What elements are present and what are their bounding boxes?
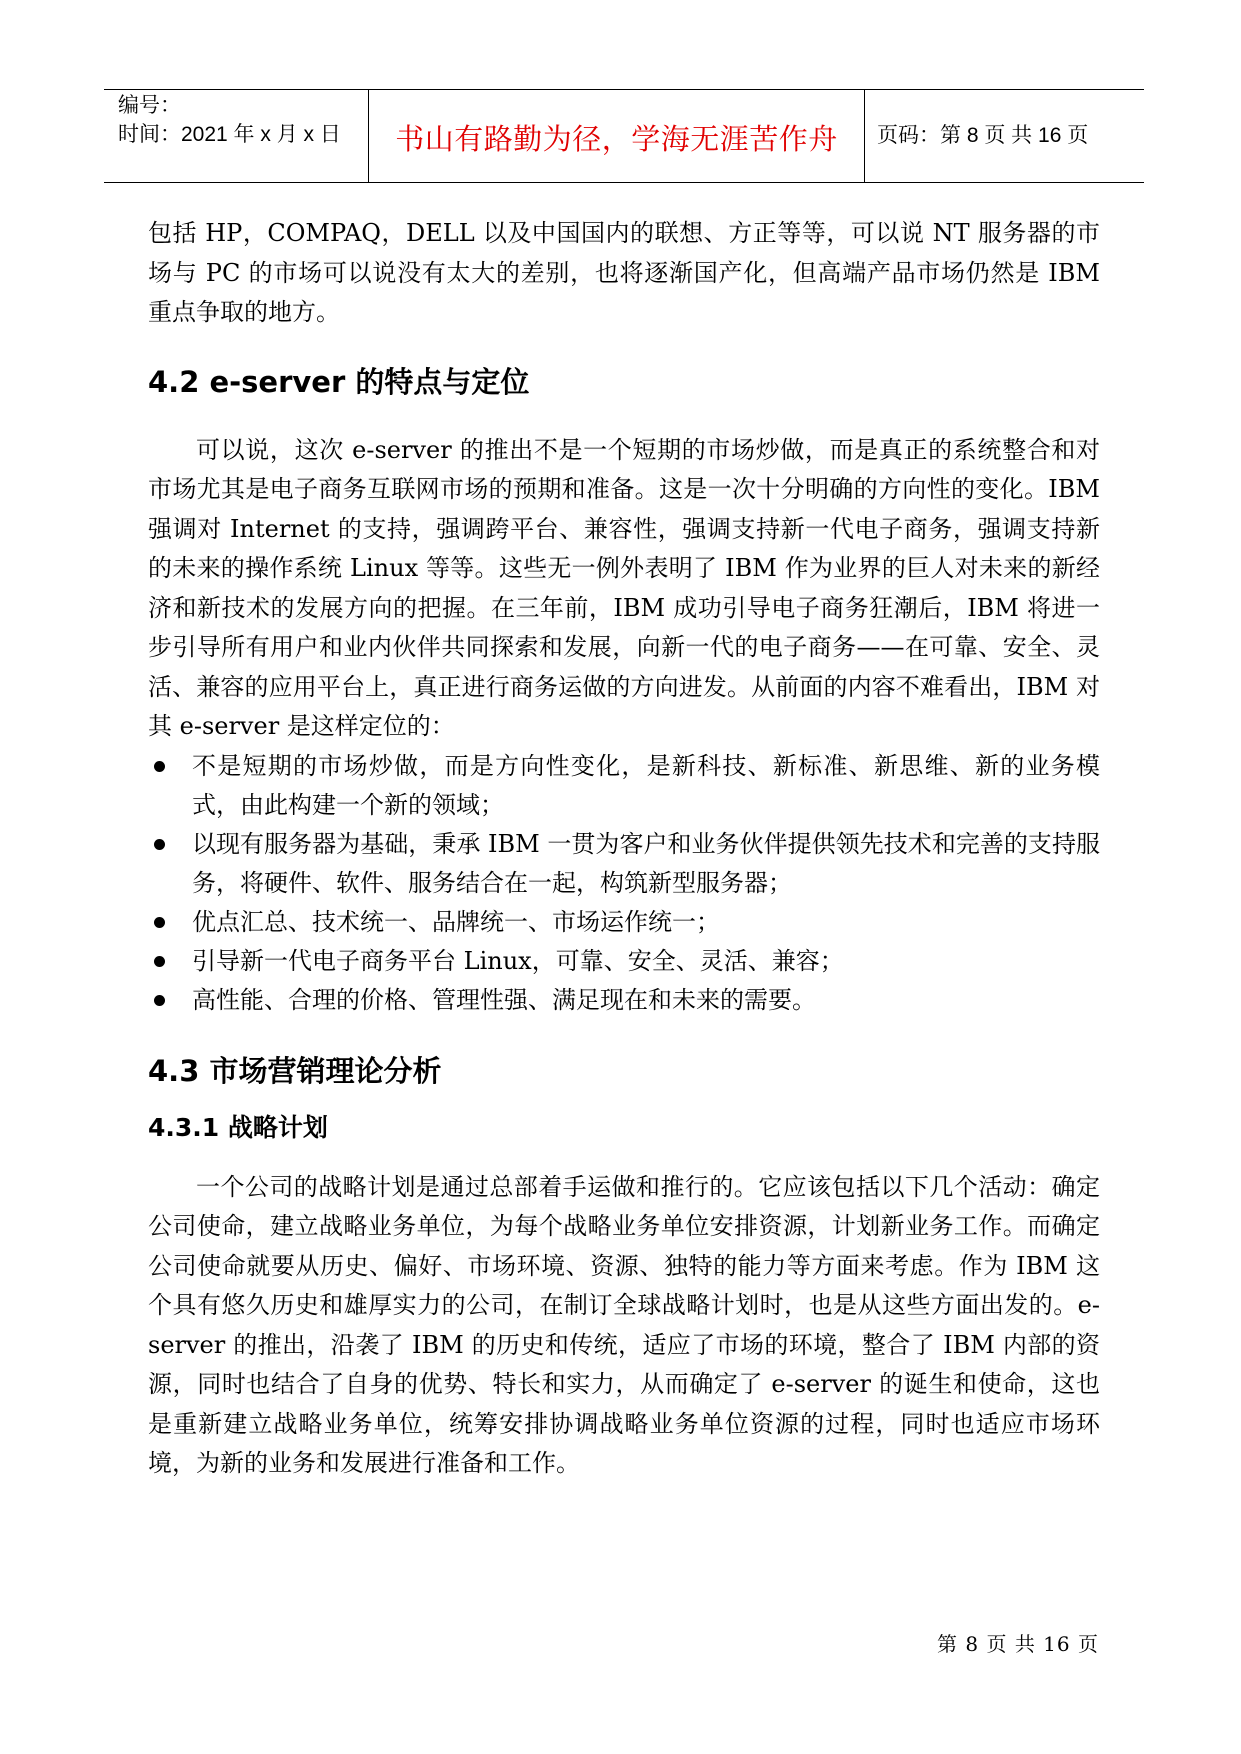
section-4-2-heading: 4.2 e-server 的特点与定位 [148, 364, 530, 399]
header-motto: 书山有路勤为径，学海无涯苦作舟 [395, 122, 838, 156]
list-item-text: 高性能、合理的价格、管理性强、满足现在和未来的需要。 [192, 985, 816, 1014]
section-4-3-1-paragraph: 一个公司的战略计划是通过总部着手运做和推行的。它应该包括以下几个活动：确定公司使命，建立战略业务单位，为每个战略业务单位安排资源，计划新业务工作。而确定公司使命就要从历史、偏好、市场环境、资源、独特的能力等方面来考虑。作为 IBM 这个具有悠久历史和雄厚实力的公司，在制订全球战略计划时，也是从这些方面出发的。e-server 的推出，沿袭了 IBM 的历史和传统，适应了市场的环境，整合了 IBM 内部的资源，同时也结合了自身的优势、特长和实力，从而确定了 e-server 的诞生和使命，这也是重新建立战略业务单位，统筹安排协调战略业务单位资源的过程，同时也适应市场环境，为新的业务和发展进行准备和工作。 [148, 1172, 1100, 1477]
positioning-bullet-list [148, 747, 1100, 1020]
section-4-2-paragraph: 可以说，这次 e-server 的推出不是一个短期的市场炒做，而是真正的系统整合和对市场尤其是电子商务互联网市场的预期和准备。这是一次十分明确的方向性的变化。IBM 强调对 Internet 的支持，强调跨平台、兼容性，强调支持新一代电子商务，强调支持新的未来的操作系统 Linux 等等。这些无一例外表明了 IBM 作为业界的巨人对未来的新经济和新技术的发展方向的把握。在三年前，IBM 成功引导电子商务狂潮后，IBM 将进一步引导所有用户和业内伙伴共同探索和发展，向新一代的电子商务——在可靠、安全、灵活、兼容的应用平台上，真正进行商务运做的方向进发。从前面的内容不难看出，IBM 对其 e-server 是这样定位的： [148, 435, 1100, 740]
bullet-dot-icon [154, 917, 165, 928]
list-item-text: 引导新一代电子商务平台 Linux，可靠、安全、灵活、兼容； [192, 946, 844, 975]
section-4-3-1-heading: 4.3.1 战略计划 [148, 1112, 328, 1142]
header-page-cell [865, 90, 1144, 182]
list-item-text: 以现有服务器为基础，秉承 IBM 一贯为客户和业务伙伴提供领先技术和完善的支持服务，将硬件、软件、服务结合在一起，构筑新型服务器； [192, 829, 1100, 897]
list-item [148, 942, 1100, 981]
list-item [148, 903, 1100, 942]
bullet-dot-icon [154, 761, 165, 772]
bullet-dot-icon [154, 995, 165, 1006]
header-motto-cell [369, 90, 865, 182]
bullet-dot-icon [154, 956, 165, 967]
section-4-3-heading: 4.3 市场营销理论分析 [148, 1053, 442, 1088]
document-body [148, 214, 1100, 1484]
list-item [148, 747, 1100, 825]
page-header [104, 89, 1144, 183]
list-item-text: 不是短期的市场炒做，而是方向性变化，是新科技、新标准、新思维、新的业务模式，由此构建一个新的领域； [192, 751, 1100, 819]
document-time: 时间：2021 年 x 月 x 日 [118, 123, 341, 146]
list-item [148, 981, 1100, 1020]
header-info-cell [104, 90, 369, 182]
bullet-dot-icon [154, 839, 165, 850]
header-page-code: 页码：第 8 页 共 16 页 [877, 124, 1089, 147]
page-footer-number: 第 8 页 共 16 页 [937, 1632, 1099, 1656]
list-item-text: 优点汇总、技术统一、品牌统一、市场运作统一； [192, 907, 720, 936]
list-item [148, 825, 1100, 903]
intro-paragraph: 包括 HP，COMPAQ，DELL 以及中国国内的联想、方正等等，可以说 NT 服务器的市场与 PC 的市场可以说没有太大的差别，也将逐渐国产化，但高端产品市场仍然是 IBM 重点争取的地方。 [148, 219, 1100, 326]
document-number-label: 编号： [118, 94, 181, 117]
